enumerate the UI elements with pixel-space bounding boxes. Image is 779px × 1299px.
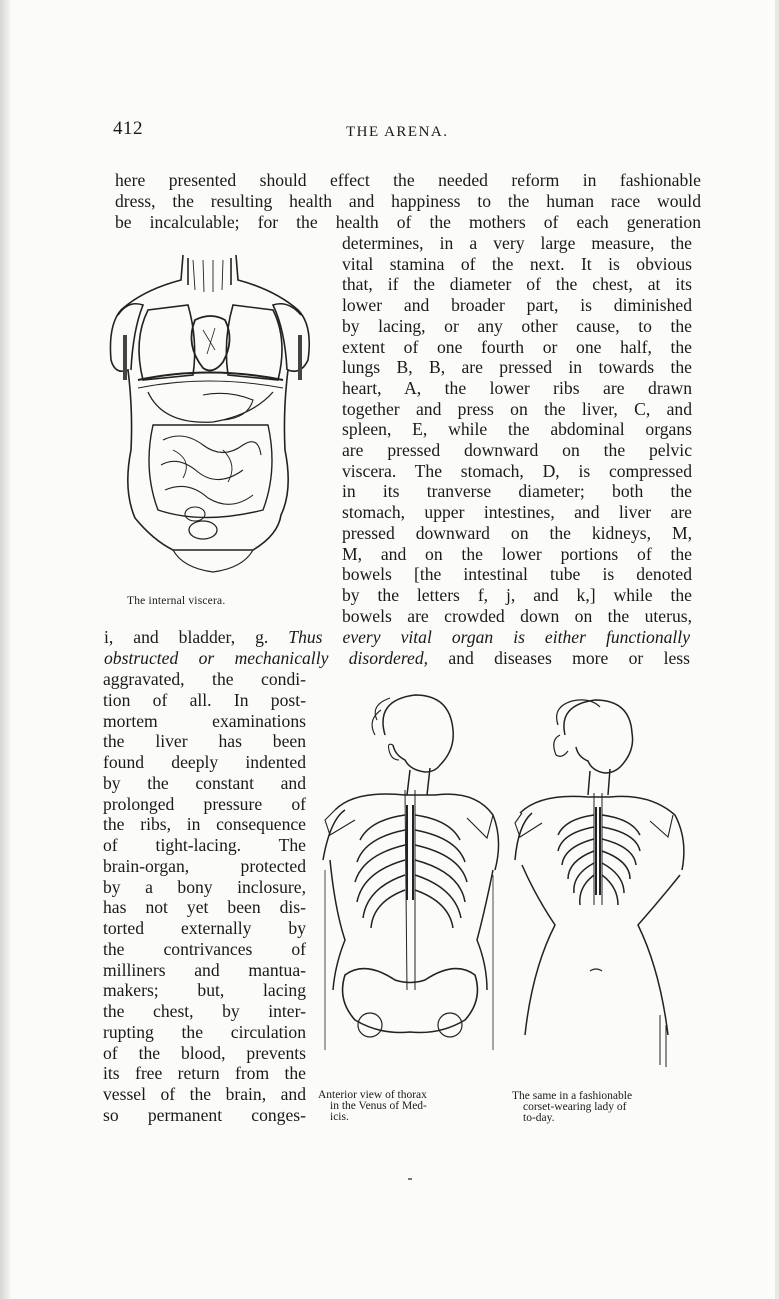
body-line: its free return from the (103, 1063, 306, 1084)
body-line: by the constant and (103, 772, 306, 793)
body-line: are pressed downward on the pelvic (342, 440, 692, 460)
body-line: lower and broader part, is diminished (342, 295, 692, 316)
viscera-caption: The internal viscera. (127, 595, 226, 607)
body-line: aggravated, the condi- (103, 669, 306, 689)
body-line: pressed downward on the kidneys, M, (342, 522, 692, 543)
body-line: brain-organ, protected (103, 855, 306, 876)
body-line: rupting the circulation (103, 1021, 306, 1042)
venus-thorax-figure (315, 690, 500, 1065)
body-line: makers; but, lacing (103, 980, 306, 1001)
corset-caption-line: The same in a fashionable (512, 1090, 633, 1102)
viscera-figure (103, 250, 323, 585)
body-text: and diseases more or less (428, 648, 691, 668)
body-line: bowels are crowded down on the uterus, (342, 605, 692, 626)
body-line: that, if the diameter of the chest, at its (342, 274, 692, 295)
body-line: extent of one fourth or one half, the (342, 336, 692, 357)
body-line: be incalculable; for the health of the mothers of each generation (115, 212, 701, 232)
body-line: the chest, by inter- (103, 1001, 306, 1021)
body-line: by lacing, or any other cause, to the (342, 315, 692, 336)
page-binding-edge (0, 0, 10, 1299)
body-line: by the letters f, j, and k,] while the (342, 584, 692, 605)
body-line: milliners and mantua- (103, 959, 306, 980)
venus-caption-line: Anterior view of thorax (318, 1089, 427, 1101)
body-line: of tight-lacing. The (103, 835, 306, 855)
body-line: the ribs, in consequence (103, 814, 306, 835)
venus-caption-line: in the Venus of Med- (330, 1100, 427, 1112)
body-line: tion of all. In post- (103, 689, 306, 710)
body-line-emphasis (104, 648, 690, 669)
body-line: prolonged pressure of (103, 793, 306, 814)
body-line: dress, the resulting health and happiness to the human race would (115, 191, 701, 211)
venus-caption-line: icis. (330, 1111, 349, 1123)
body-line: has not yet been dis- (103, 897, 306, 918)
body-line: here presented should effect the needed reform in fashionable (115, 170, 701, 190)
body-line: torted externally by (103, 918, 306, 938)
corset-caption-line: to-day. (523, 1112, 555, 1124)
corset-caption-line: corset-wearing lady of (523, 1101, 627, 1113)
body-line: the contrivances of (103, 938, 306, 959)
body-line: in its tranverse diameter; both the (342, 481, 692, 502)
body-line: the liver has been (103, 731, 306, 752)
body-line: spleen, E, while the abdominal organs (342, 419, 692, 440)
body-line-emphasis (104, 627, 690, 648)
body-line: vital stamina of the next. It is obvious (342, 253, 692, 274)
page-number: 412 (113, 118, 143, 139)
body-line: of the blood, prevents (103, 1042, 306, 1063)
body-line: vessel of the brain, and (103, 1084, 306, 1104)
body-line: so permanent conges- (103, 1104, 306, 1125)
corset-thorax-figure (510, 695, 690, 1070)
body-line: determines, in a very large measure, the (342, 233, 692, 253)
italic-text: obstructed or mechanically disordered, (104, 648, 429, 668)
page-right-edge (775, 0, 779, 1299)
speck-mark (408, 1178, 412, 1180)
body-line: together and press on the liver, C, and (342, 398, 692, 419)
running-title: THE ARENA. (346, 124, 449, 140)
body-line: stomach, upper intestines, and liver are (342, 502, 692, 523)
body-text: i, and bladder, g. (104, 627, 269, 647)
body-line: lungs B, B, are pressed in towards the (342, 357, 692, 378)
body-line: bowels [the intestinal tube is denoted (342, 564, 692, 585)
body-line: M, and on the lower portions of the (342, 543, 692, 564)
body-line: found deeply indented (103, 752, 306, 772)
body-line: mortem examinations (103, 710, 306, 731)
body-line: heart, A, the lower ribs are drawn (342, 377, 692, 398)
body-line: viscera. The stomach, D, is compressed (342, 460, 692, 481)
italic-text: Thus every vital organ is either functionally (288, 627, 690, 647)
body-line: by a bony inclosure, (103, 876, 306, 897)
